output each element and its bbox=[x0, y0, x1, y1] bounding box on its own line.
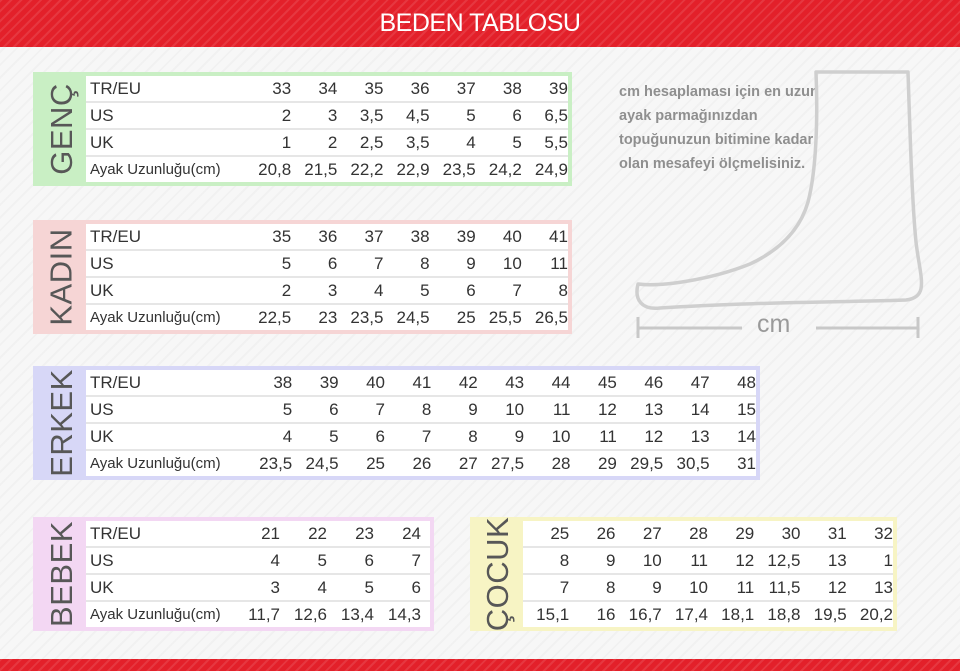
table-row bbox=[86, 155, 568, 182]
size-cell: 17,4 bbox=[674, 604, 708, 624]
size-cell: 6,5 bbox=[544, 105, 568, 125]
size-cell: 45 bbox=[597, 372, 617, 392]
row-label: US bbox=[90, 550, 114, 570]
size-cell: 10 bbox=[505, 399, 525, 419]
size-cell: 23,5 bbox=[350, 307, 384, 327]
size-cell: 7 bbox=[512, 280, 522, 300]
size-cell: 16,7 bbox=[628, 604, 662, 624]
size-cell: 47 bbox=[690, 372, 710, 392]
size-cell: 41 bbox=[412, 372, 432, 392]
size-cell: 24,2 bbox=[488, 159, 522, 179]
size-cell: 12,6 bbox=[293, 604, 327, 624]
size-cell: 9 bbox=[466, 253, 476, 273]
row-label: UK bbox=[90, 132, 114, 152]
size-cell: 3,5 bbox=[405, 132, 430, 152]
size-cell: 32 bbox=[874, 523, 893, 543]
size-cell: 6 bbox=[327, 253, 338, 273]
size-cell: 38 bbox=[502, 78, 522, 98]
table-cocuk bbox=[470, 517, 897, 631]
size-cell: 36 bbox=[410, 78, 430, 98]
size-cell: 8 bbox=[420, 253, 430, 273]
size-cell: 9 bbox=[514, 426, 525, 446]
size-cell: 11 bbox=[599, 426, 617, 446]
size-cell: 24 bbox=[402, 523, 421, 543]
size-cell: 11,7 bbox=[248, 604, 280, 624]
size-cell: 30,5 bbox=[676, 453, 710, 473]
size-cell: 12 bbox=[735, 550, 755, 570]
size-cell: 5 bbox=[420, 280, 430, 300]
size-grid bbox=[523, 521, 893, 627]
table-row bbox=[86, 370, 756, 395]
size-cell: 39 bbox=[456, 226, 476, 246]
row-label: Ayak Uzunluğu(cm) bbox=[90, 606, 221, 623]
size-cell: 11 bbox=[552, 399, 571, 419]
table-row bbox=[86, 303, 568, 330]
size-cell: 11,5 bbox=[768, 577, 801, 597]
table-bebek bbox=[33, 517, 434, 631]
size-cell: 46 bbox=[644, 372, 664, 392]
size-cell: 28 bbox=[551, 453, 571, 473]
size-cell: 3 bbox=[327, 280, 338, 300]
size-cell: 21 bbox=[261, 523, 280, 543]
size-cell: 31 bbox=[827, 523, 847, 543]
size-cell: 22,5 bbox=[258, 307, 292, 327]
table-row bbox=[86, 449, 756, 476]
size-cell: 24,5 bbox=[305, 453, 339, 473]
table-row bbox=[86, 395, 756, 422]
footer-bar bbox=[0, 659, 960, 671]
category-label-cocuk: ÇOCUK bbox=[480, 516, 516, 632]
size-cell: 1 bbox=[281, 132, 292, 152]
size-cell: 6 bbox=[364, 550, 374, 570]
size-cell: 25 bbox=[456, 307, 476, 327]
size-cell: 43 bbox=[505, 372, 525, 392]
size-cell: 21,5 bbox=[304, 159, 338, 179]
size-cell: 1 bbox=[883, 550, 893, 570]
size-cell: 3 bbox=[270, 577, 280, 597]
size-cell: 20,2 bbox=[859, 604, 893, 624]
size-cell: 22,9 bbox=[396, 159, 430, 179]
size-cell: 5 bbox=[317, 550, 327, 570]
side-label-box bbox=[37, 521, 86, 627]
size-cell: 25 bbox=[366, 453, 386, 473]
size-cell: 8 bbox=[421, 399, 432, 419]
foot-diagram bbox=[630, 62, 930, 347]
size-cell: 8 bbox=[468, 426, 478, 446]
size-cell: 24,9 bbox=[534, 159, 568, 179]
row-label: TR/EU bbox=[90, 372, 141, 392]
size-grid bbox=[86, 370, 756, 476]
size-cell: 23 bbox=[355, 523, 374, 543]
size-cell: 22,2 bbox=[350, 159, 384, 179]
side-label-box bbox=[37, 224, 86, 330]
foot-outline-icon bbox=[630, 62, 930, 342]
size-cell: 14 bbox=[690, 399, 710, 419]
table-row bbox=[523, 546, 893, 573]
size-cell: 23 bbox=[318, 307, 338, 327]
size-cell: 14 bbox=[737, 426, 757, 446]
page-title: BEDEN TABLOSU bbox=[379, 9, 581, 37]
size-cell: 8 bbox=[558, 280, 568, 300]
table-row bbox=[86, 422, 756, 449]
size-cell: 29 bbox=[735, 523, 755, 543]
size-cell: 44 bbox=[551, 372, 571, 392]
size-cell: 5 bbox=[329, 426, 339, 446]
size-cell: 4 bbox=[373, 280, 384, 300]
size-cell: 7 bbox=[559, 577, 570, 597]
size-cell: 13 bbox=[644, 399, 664, 419]
size-cell: 10 bbox=[689, 577, 708, 597]
size-cell: 11 bbox=[690, 550, 708, 570]
size-cell: 33 bbox=[272, 78, 292, 98]
measurement-note: cm hesaplaması için en uzun ayak parmağınızdan topuğunuzun bitimine kadar olan mesafeyi ölçmelisiniz. bbox=[619, 84, 819, 172]
size-cell: 34 bbox=[318, 78, 338, 98]
size-cell: 48 bbox=[737, 372, 757, 392]
size-cell: 16 bbox=[596, 604, 616, 624]
size-cell: 6 bbox=[512, 105, 522, 125]
size-cell: 40 bbox=[366, 372, 386, 392]
size-cell: 27 bbox=[458, 453, 478, 473]
table-row bbox=[86, 128, 568, 155]
size-cell: 28 bbox=[689, 523, 708, 543]
size-cell: 3,5 bbox=[359, 105, 384, 125]
size-cell: 26 bbox=[412, 453, 432, 473]
row-label: UK bbox=[90, 280, 114, 300]
size-cell: 12 bbox=[644, 426, 664, 446]
size-cell: 2 bbox=[281, 105, 292, 125]
row-label: TR/EU bbox=[90, 226, 141, 246]
size-cell: 10 bbox=[642, 550, 662, 570]
size-cell: 37 bbox=[456, 78, 476, 98]
size-cell: 6 bbox=[411, 577, 421, 597]
table-row bbox=[86, 521, 430, 546]
table-row bbox=[86, 546, 430, 573]
size-cell: 12 bbox=[597, 399, 617, 419]
size-cell: 30 bbox=[781, 523, 801, 543]
size-cell: 13 bbox=[827, 550, 847, 570]
size-cell: 38 bbox=[273, 372, 293, 392]
table-row bbox=[86, 101, 568, 128]
size-cell: 26 bbox=[596, 523, 616, 543]
size-cell: 11 bbox=[736, 577, 755, 597]
size-cell: 7 bbox=[375, 399, 386, 419]
row-label: US bbox=[90, 399, 114, 419]
size-cell: 3 bbox=[327, 105, 338, 125]
size-cell: 6 bbox=[375, 426, 386, 446]
size-cell: 4 bbox=[466, 132, 476, 152]
size-cell: 2,5 bbox=[359, 132, 384, 152]
size-cell: 4 bbox=[270, 550, 280, 570]
size-cell: 18,8 bbox=[767, 604, 801, 624]
size-cell: 13 bbox=[874, 577, 893, 597]
table-row bbox=[86, 249, 568, 276]
table-erkek bbox=[33, 366, 760, 480]
size-cell: 26,5 bbox=[534, 307, 568, 327]
size-cell: 37 bbox=[364, 226, 384, 246]
category-label-bebek: BEBEK bbox=[43, 521, 79, 627]
size-cell: 39 bbox=[319, 372, 339, 392]
size-cell: 5,5 bbox=[544, 132, 568, 152]
row-label: Ayak Uzunluğu(cm) bbox=[90, 161, 221, 178]
size-cell: 24,5 bbox=[396, 307, 430, 327]
side-label-box bbox=[37, 370, 86, 476]
category-label-kadin: KADIN bbox=[43, 228, 79, 326]
size-cell: 38 bbox=[410, 226, 430, 246]
table-row bbox=[523, 600, 893, 627]
size-cell: 10 bbox=[551, 426, 571, 446]
size-cell: 8 bbox=[559, 550, 570, 570]
size-cell: 22 bbox=[308, 523, 327, 543]
size-cell: 27,5 bbox=[491, 453, 525, 473]
size-cell: 6 bbox=[329, 399, 339, 419]
size-cell: 4 bbox=[282, 426, 293, 446]
size-cell: 25,5 bbox=[488, 307, 522, 327]
category-label-erkek: ERKEK bbox=[43, 369, 79, 477]
size-cell: 31 bbox=[737, 453, 757, 473]
size-cell: 2 bbox=[327, 132, 338, 152]
size-grid bbox=[86, 76, 568, 182]
size-cell: 10 bbox=[502, 253, 522, 273]
side-label-box bbox=[474, 516, 523, 632]
table-row bbox=[86, 573, 430, 600]
table-row bbox=[86, 276, 568, 303]
size-cell: 6 bbox=[466, 280, 476, 300]
table-kadin bbox=[33, 220, 572, 334]
size-cell: 7 bbox=[373, 253, 384, 273]
size-cell: 5 bbox=[281, 253, 292, 273]
size-cell: 5 bbox=[512, 132, 522, 152]
size-cell: 2 bbox=[281, 280, 292, 300]
size-cell: 18,1 bbox=[721, 604, 755, 624]
size-cell: 36 bbox=[318, 226, 338, 246]
size-cell: 40 bbox=[502, 226, 522, 246]
size-cell: 5 bbox=[364, 577, 374, 597]
size-cell: 13,4 bbox=[340, 604, 374, 624]
size-cell: 9 bbox=[606, 550, 616, 570]
table-genc bbox=[33, 72, 572, 186]
size-cell: 14,3 bbox=[387, 604, 421, 624]
size-cell: 23,5 bbox=[442, 159, 476, 179]
row-label: TR/EU bbox=[90, 78, 141, 98]
size-cell: 39 bbox=[549, 78, 568, 98]
size-cell: 9 bbox=[652, 577, 662, 597]
table-row bbox=[86, 76, 568, 101]
size-grid bbox=[86, 224, 568, 330]
size-cell: 42 bbox=[458, 372, 478, 392]
row-label: UK bbox=[90, 426, 114, 446]
size-cell: 29,5 bbox=[630, 453, 664, 473]
size-cell: 27 bbox=[642, 523, 662, 543]
size-cell: 41 bbox=[549, 226, 568, 246]
table-row bbox=[86, 224, 568, 249]
size-cell: 19,5 bbox=[813, 604, 847, 624]
size-cell: 13 bbox=[690, 426, 710, 446]
side-label-box bbox=[37, 76, 86, 182]
category-label-genc: GENÇ bbox=[43, 83, 79, 175]
size-cell: 7 bbox=[421, 426, 432, 446]
size-cell: 11 bbox=[550, 253, 568, 273]
size-cell: 25 bbox=[550, 523, 570, 543]
header-banner bbox=[0, 0, 960, 47]
size-cell: 15 bbox=[737, 399, 757, 419]
size-cell: 15,1 bbox=[536, 604, 570, 624]
size-cell: 5 bbox=[466, 105, 476, 125]
size-cell: 4,5 bbox=[405, 105, 430, 125]
size-cell: 35 bbox=[364, 78, 384, 98]
table-row bbox=[523, 573, 893, 600]
row-label: US bbox=[90, 253, 114, 273]
row-label: Ayak Uzunluğu(cm) bbox=[90, 455, 221, 472]
size-cell: 12 bbox=[827, 577, 847, 597]
size-cell: 35 bbox=[272, 226, 292, 246]
row-label: Ayak Uzunluğu(cm) bbox=[90, 309, 221, 326]
foot-length-label: cm bbox=[757, 310, 791, 338]
table-row bbox=[523, 521, 893, 546]
size-cell: 5 bbox=[282, 399, 293, 419]
size-grid bbox=[86, 521, 430, 627]
size-cell: 9 bbox=[468, 399, 478, 419]
size-cell: 23,5 bbox=[259, 453, 293, 473]
row-label: TR/EU bbox=[90, 523, 141, 543]
table-row bbox=[86, 600, 430, 627]
size-cell: 4 bbox=[317, 577, 327, 597]
size-cell: 7 bbox=[411, 550, 421, 570]
size-cell: 20,8 bbox=[258, 159, 292, 179]
size-cell: 12,5 bbox=[767, 550, 801, 570]
size-cell: 8 bbox=[606, 577, 616, 597]
row-label: US bbox=[90, 105, 114, 125]
row-label: UK bbox=[90, 577, 114, 597]
size-cell: 29 bbox=[597, 453, 617, 473]
